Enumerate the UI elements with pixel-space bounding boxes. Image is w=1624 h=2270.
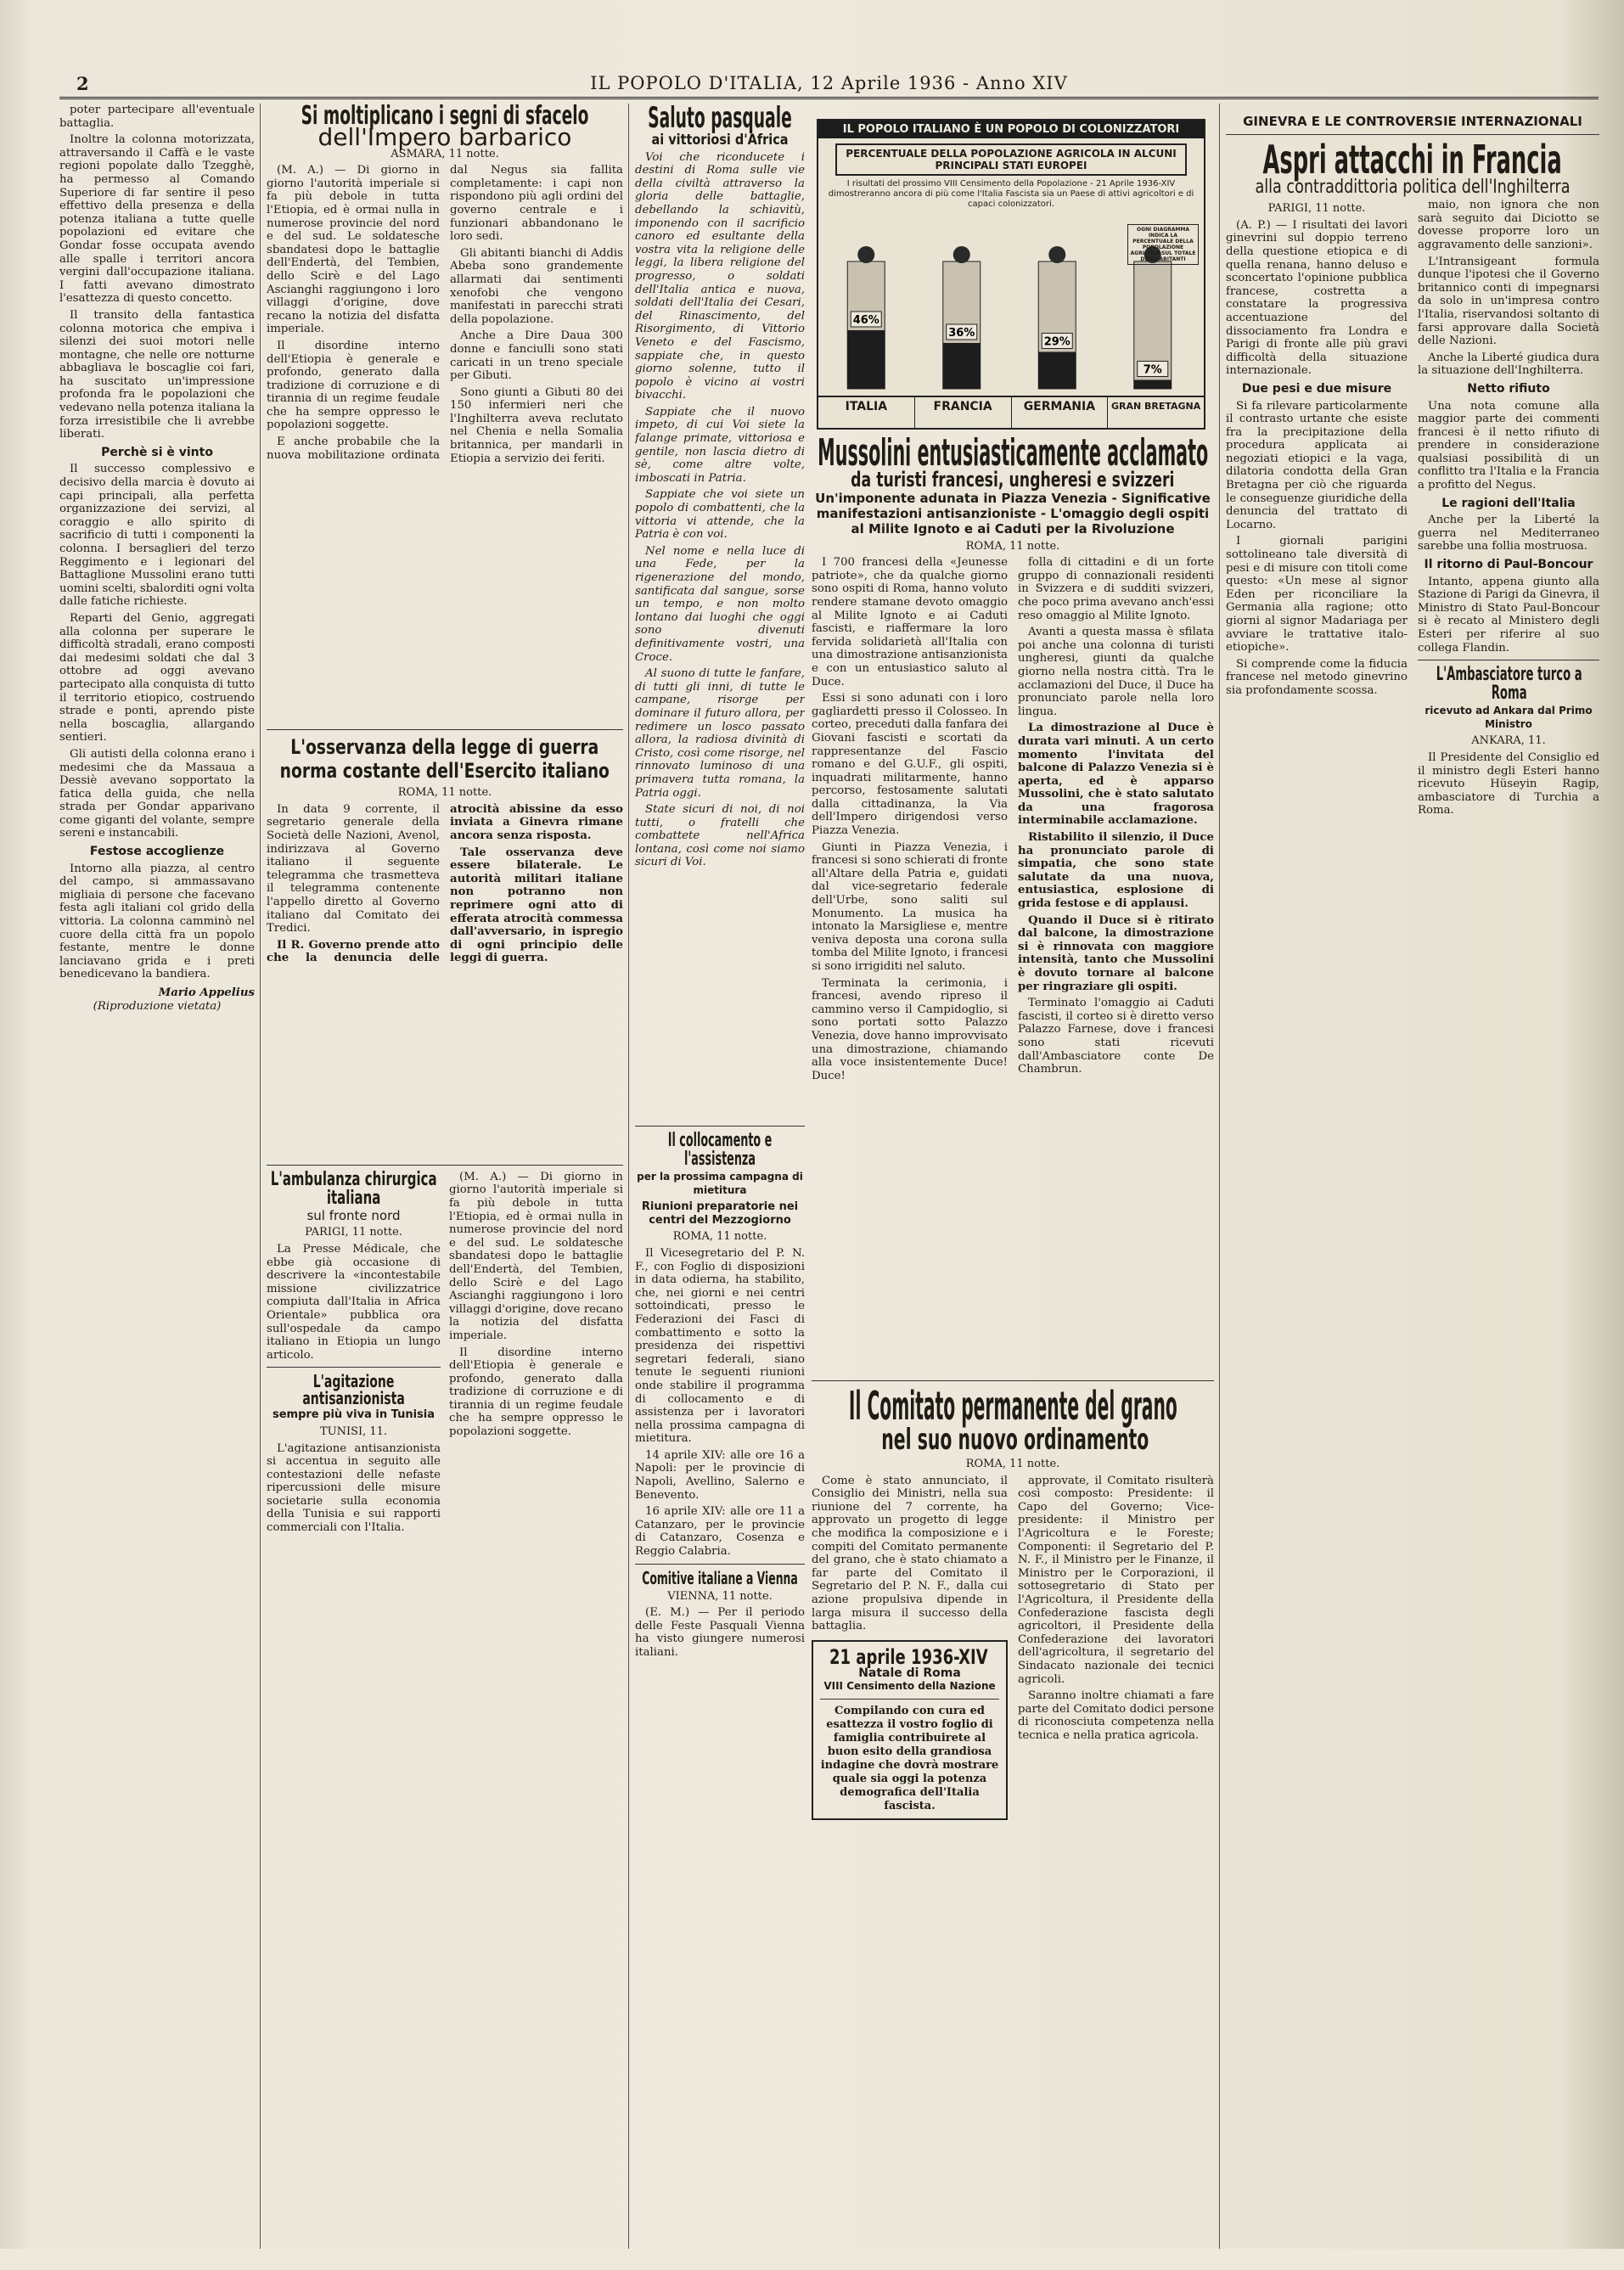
box-body: Compilando con cura ed esattezza il vostro foglio di famiglia contribuirete al buon esito della grandiosa indagine che dovrà mostrare quale sia oggi la potenza demografica dell'Italia fascista. xyxy=(820,1704,999,1812)
mussolini-col-b xyxy=(1018,556,1214,1086)
paragraph: Il Presidente del Consiglio ed il ministro degli Esteri hanno ricevuto Hüseyin Ragip, ambasciatore di Turchia a Roma. xyxy=(1418,750,1599,818)
divider xyxy=(635,1564,805,1565)
mussolini-body xyxy=(812,556,1214,1086)
dateline: ROMA, 11 notte. xyxy=(965,539,1060,553)
censimento-box xyxy=(812,1640,1008,1820)
subheading: Le ragioni dell'Italia xyxy=(1441,496,1576,510)
subheading: Perchè si è vinto xyxy=(101,445,213,459)
column-2 xyxy=(267,104,623,2249)
paragraph: Gli abitanti bianchi di Addis Abeba sono grandemente allarmati dai sentimenti xenofobi che vengono manifestati in parecchi strati della popolazione. xyxy=(450,246,623,326)
headline-vienna: Comitive italiane a Vienna xyxy=(642,1567,798,1588)
dateline: ANKARA, 11. xyxy=(1471,734,1546,748)
dateline: TUNISI, 11. xyxy=(319,1424,388,1438)
dateline: VIENNA, 11 notte. xyxy=(667,1589,773,1603)
col1-text xyxy=(59,104,255,441)
subheadline-francia: alla contraddittoria politica dell'Inghilterra xyxy=(1255,176,1571,198)
chart-figure-head xyxy=(953,246,970,263)
author-signature: Mario Appelius xyxy=(158,986,255,999)
chart-figure-head xyxy=(1048,246,1065,263)
subheadline-mussolini: da turisti francesi, ungheresi e svizzeri xyxy=(851,468,1175,492)
category-label: GERMANIA xyxy=(1012,397,1109,428)
paragraph: E anche probabile che la nuova mobilitazione ordinata dal Negus sia fallita completamente: i capi non rispondono più agli ordini del governo centrale e i funzionari abbandonano le loro sedi. xyxy=(267,164,623,462)
paragraph: L'agitazione antisanzionista si accentua in seguito alle contestazioni delle nefaste ripercussioni delle misure societarie sulla economia della Tunisia e sui rapporti commerciali con l'Italia. xyxy=(267,1441,441,1535)
paragraph: Anche per la Liberté la guerra nel Mediterraneo sarebbe una follia mostruosa. xyxy=(1418,514,1599,553)
paragraph: I giornali parigini sottolineano tale diversità di pesi e di misure con titoli come questo: «Un mese al signor Eden per riconciliare la Germania alla ragione; otto giorni al signor Madariaga per avviare le trattative italo-etiopiche». xyxy=(1226,535,1408,655)
population-chart xyxy=(817,119,1205,430)
paragraph: Al suono di tutte le fanfare, di tutti gli inni, di tutte le campane, risorge per dominare il futuro allora, per redimere un losco passato allora, la radiosa divinità di Cristo, così come risorge, nel rinnovato luminoso di una primavera tutta romana, la Patria oggi. xyxy=(635,667,805,800)
subheadline: sul fronte nord xyxy=(306,1207,401,1223)
paragraph: (M. A.) — Di giorno in giorno l'autorità imperiale si fa più debole in tutta l'Etiopia, ed è ormai nulla in numerose provincie del nord e del sud. Le soldatesche sbandatesi dopo le battaglie dell'Endertà, del Tembien, dello Scirè e del Lago Ascianghi raggiungono i loro villaggi d'origine, dove recano la notizia del disfatta imperiale. xyxy=(449,1170,623,1342)
paragraph: Intanto, appena giunto alla Stazione di Parigi da Ginevra, il Ministro di Stato Paul-Boncour si è recato al Ministero degli Esteri per riferire al suo collega Flandin. xyxy=(1418,575,1599,655)
dateline: ASMARA, 11 notte. xyxy=(391,147,499,160)
paragraph: Voi che riconducete i destini di Roma sulle vie della civiltà attraverso la gloria delle battaglie, debellando la schiavitù, imponendo con il sacrificio canoro ed esultante della vostra vita la religione delle leggi, la libera religione del progresso, o soldati dell'Italia antica e nuova, soldati dell'Italia dei Cesari, del Rinascimento, del Risorgimento, di Vittorio Veneto e del Fascismo, sappiate che, in questo giorno solenne, tutto il popolo è vicino ai vostri bivacchi. xyxy=(635,150,805,402)
paragraph: Il successo complessivo e decisivo della marcia è dovuto ai capi principali, alla perfetta organizzazione dei servizi, al coraggio e allo spirito di sacrificio di tutti i componenti la colonna. I bersaglieri del terzo Reggimento e i legionari del Battaglione Mussolini erano tutti uomini scelti, sbalorditi ogni volta dalle fatiche richieste. xyxy=(59,463,255,609)
subheading: Due pesi e due misure xyxy=(1241,381,1392,396)
paragraph: Terminata la cerimonia, i francesi, avendo ripreso il cammino verso il Campidoglio, si sono portati sotto Palazzo Venezia, dove hanno improvvisato una dimostrazione, chiamando alla voce insistentemente Duce! Duce! xyxy=(812,976,1008,1082)
column-3-lower xyxy=(635,1121,805,2249)
chart-categories xyxy=(818,396,1204,428)
paragraph: Il R. Governo prende atto che la denuncia delle atrocità abissine da esso inviata a Ginevra rimane ancora senza risposta. xyxy=(267,802,623,965)
paragraph: Tale osservanza deve essere bilaterale. Le autorità militari italiane non potranno non reprimere ogni atto di efferata atrocità commessa dall'avversario, in ispregio di ogni principio delle leggi di guerra. xyxy=(450,846,623,965)
grano-body xyxy=(812,1475,1214,1827)
paragraph: Quando il Duce si è ritirato dal balcone, la dimostrazione si è rinnovata con maggiore intensità, tanto che Mussolini è dovuto tornare al balcone per ringraziare gli ospiti. xyxy=(1018,913,1214,993)
francia-col-b xyxy=(1418,199,1599,821)
dateline: PARIGI, 11 notte. xyxy=(305,1226,402,1239)
chart-value-label: 7% xyxy=(1143,363,1162,377)
paragraph: Il disordine interno dell'Etiopia è generale e profondo, generato dalla tradizione di corruzione e di tirannia di un regime feudale che ha sempre oppresso le popolazioni soggette. xyxy=(449,1346,623,1439)
paragraph: La Presse Médicale, che ebbe già occasione di descrivere la «incontestabile missione civilizzatrice compiuta dall'Italia in Africa Orientale» pubblica ora sull'ospedale da campo italiano in Etiopia un lungo articolo. xyxy=(267,1242,441,1362)
subheadline: ricevuto ad Ankara dal Primo Ministro xyxy=(1425,705,1593,730)
paragraph: Ristabilito il silenzio, il Duce ha pronunciato parole di simpatia, che sono state salutate da una nuova, entusiastica, esplosione di grida festose e di applausi. xyxy=(1018,831,1214,911)
headline-osservanza: L'osservanza della legge di guerra norma costante dell'Esercito italiano xyxy=(279,735,610,784)
paragraph: Essi si sono adunati con i loro gagliardetti presso il Colosseo. In corteo, preceduti dalla fanfara dei Giovani fascisti e scortati da rappresentanze del Fascio romano e del G.U.F., gli ospiti, inquadrati militarmente, hanno percorso, festosamente salutati dalla cittadinanza, la Via dell'Impero dirigendosi verso Piazza Venezia. xyxy=(812,692,1008,838)
paragraph: Il Vicesegretario del P. N. F., con Foglio di disposizioni in data odierna, ha stabilito, che, nei giorni e nei centri sottoindicati, presso le Federazioni dei Fasci di combattimento e sotto la presidenza dei rispettivi segretari federali, siano tenute le seguenti riunioni onde stabilire il programma di collocamento e di assistenza per i lavoratori nella prossima campagna di mietitura. xyxy=(635,1246,805,1446)
chart-bar-italia xyxy=(847,246,885,389)
paragraph: (E. M.) — Per il periodo delle Feste Pasquali Vienna ha visto giungere numerosi italiani. xyxy=(635,1606,805,1659)
francia-body xyxy=(1226,199,1599,821)
category-label: ITALIA xyxy=(818,397,915,428)
paragraph: L'Intransigeant formula dunque l'ipotesi che il Governo britannico conti di impegnarsi da solo in un'impresa contro l'Italia, riservandosi soltanto di farsi approvare dalla Società delle Nazioni. xyxy=(1418,255,1599,348)
headline-francia: Aspri attacchi in Francia xyxy=(1262,136,1563,183)
paragraph: Una nota comune alla maggior parte dei commenti francesi è il netto rifiuto di prendere in considerazione qualsiasi possibilità di un conflitto tra l'Italia e la Francia a profitto del Negus. xyxy=(1418,399,1599,492)
paragraph: I 700 francesi della «Jeunesse patriote», che da qualche giorno sono ospiti di Roma, hanno voluto rendere stamane devoto omaggio al Milite Ignoto e ai Caduti fascisti, e riaffermare la loro fervida solidarietà all'Italia con una dimostrazione antisanzionista e con un entusiastico saluto al Duce. xyxy=(812,556,1008,688)
newspaper-dateline: IL POPOLO D'ITALIA, 12 Aprile 1936 - Anno XIV xyxy=(590,73,1068,93)
paragraph: Si comprende come la fiducia francese nel metodo ginevrino sia profondamente scossa. xyxy=(1226,657,1408,697)
paragraph: Intorno alla piazza, al centro del campo, si ammassavano migliaia di persone che facevano festa agli italiani col grido della vittoria. La colonna camminò nel cuore della città fra un popolo festante, mentre le donne lanciavano grida e i preti benedicevano la bandiera. xyxy=(59,862,255,981)
chart-subtitle: PERCENTUALE DELLA POPOLAZIONE AGRICOLA IN ALCUNI PRINCIPALI STATI EUROPEI xyxy=(835,143,1187,176)
chart-value-label: 36% xyxy=(948,327,975,340)
paragraph: Terminato l'omaggio ai Caduti fascisti, il corteo si è diretto verso Palazzo Farnese, dove i francesi sono stati ricevuti dall'Ambasciatore conte De Chambrun. xyxy=(1018,997,1214,1076)
paragraph: Sappiate che voi siete un popolo di combattenti, che la vittoria vi attende, che la Patria è con voi. xyxy=(635,488,805,542)
dateline: ROMA, 11 notte. xyxy=(672,1230,767,1244)
subheadline-grano: nel suo nuovo ordinamento xyxy=(880,1423,1149,1457)
column-1 xyxy=(59,104,255,2249)
headline-collocamento: Il collocamento e l'assistenza xyxy=(667,1130,773,1170)
divider xyxy=(267,729,623,730)
paragraph: approvate, il Comitato risulterà così composto: Presidente: il Capo del Governo; Vice-presidente: il Ministro per l'Agricoltura e le Foreste; Componenti: il Segretario del P. N. F., il Ministro per le Finanze, il Ministro per le Corporazioni, il sottosegretario di Stato per l'Agricoltura, il Presidente della Confederazione fascista degli agricoltori, il Presidente della Confederazione dei lavoratori dell'agricoltura, il segretario del Sindacato nazionale dei tecnici agricoli. xyxy=(1018,1474,1214,1686)
headline-sfacelo: Si moltiplicano i segni di sfacelo xyxy=(301,104,589,131)
headline-ambulanza: L'ambulanza chirurgica italiana xyxy=(270,1168,437,1209)
paragraph: Saranno inoltre chiamati a fare parte del Comitato dodici persone di riconosciuta competenza nella tecnica e nella pratica agricola. xyxy=(1018,1689,1214,1742)
masthead xyxy=(59,71,1599,99)
mussolini-article xyxy=(812,435,1214,1368)
divider xyxy=(820,1699,999,1700)
chart-bar-fill xyxy=(1038,352,1076,390)
paragraph: 16 aprile XIV: alle ore 11 a Catanzaro, per le provincie di Catanzaro, Cosenza e Reggio Calabria. xyxy=(635,1505,805,1559)
reproduction-note: (Riproduzione vietata) xyxy=(93,999,222,1013)
paragraph: Gli autisti della colonna erano i medesimi che da Massaua a Dessiè avevano sopportato la fatica della guida, che nella strada per Gondar apparivano come giganti del volante, sempre sereni e instancabili. xyxy=(59,747,255,840)
paragraph: (A. P.) — I risultati dei lavori ginevrini sul doppio terreno della questione etiopica e di quella renana, hanno deluso e sconcertato l'opinione pubblica francese, costretta a constatare la progressiva accentuazione del dissociamento fra Londra e Parigi di fronte alle più gravi difficoltà della situazione internazionale. xyxy=(1226,218,1408,378)
column-rule xyxy=(628,104,629,2249)
paragraph: Il transito della fantastica colonna motorica che empiva i silenzi dei suoi motori nelle montagne, che nelle ore notturne abbagliava le boscaglie coi fari, ha suscitato un'impressione profonda fra le popolazioni che vedevano nella potenza italiana la forza irresistibile che li avrebbe liberati. xyxy=(59,308,255,441)
paragraph: La dimostrazione al Duce è durata vari minuti. A un certo momento l'invitata del balcone di Palazzo Venezia si è aperta, ed è apparso Mussolini, che è stato salutato da una fragorosa interminabile acclamazione. xyxy=(1018,722,1214,828)
column-6 xyxy=(1226,104,1599,2249)
headline-turco: L'Ambasciatore turco a Roma xyxy=(1436,664,1583,705)
paragraph: Il disordine interno dell'Etiopia è generale e profondo, generato dalla tradizione di corruzione e di tirannia di un regime feudale che ha sempre oppresso le popolazioni soggette. xyxy=(267,339,440,432)
paragraph: Nel nome e nella luce di una Fede, per la rigenerazione del mondo, santificata dal sangue, sorse un tempo, e non molto lontano dai luoghi che oggi sono divenuti definitivamente vostri, una Croce. xyxy=(635,544,805,664)
paragraph: Anche a Dire Daua 300 donne e fanciulli sono stati caricati in un treno speciale per Gibuti. xyxy=(450,329,623,383)
paragraph: In data 9 corrente, il segretario generale della Società delle Nazioni, Avenol, indirizzava al Governo italiano il seguente telegramma che trasmetteva il telegramma contenente l'appello diretto al Governo italiano dal Comitato dei Tredici. xyxy=(267,802,440,936)
article-body xyxy=(267,164,623,724)
chart-figure-head xyxy=(857,246,874,263)
chart-bar-fill xyxy=(847,330,885,389)
box-line: Natale di Roma xyxy=(858,1666,961,1680)
column-rule xyxy=(1219,104,1220,2249)
paragraph: Avanti a questa massa è sfilata poi anche una colonna di turisti ungheresi, giunti da qualche giorno nella nostra città. Tra le acclamazioni del Duce, il Duce ha pronunciato parole nella loro lingua. xyxy=(1018,626,1214,718)
chart-value-label: 46% xyxy=(852,314,879,327)
chart-legend-note: OGNI DIAGRAMMA INDICA LA PERCENTUALE DELLA POPOLAZIONE AGRICOLA SUL TOTALE DEGLI ABITANTI xyxy=(1127,224,1199,265)
chart-value-label: 29% xyxy=(1043,335,1070,349)
subheadline-saluto: ai vittoriosi d'Africa xyxy=(651,132,789,149)
chart-bar-fill xyxy=(1134,380,1172,390)
paragraph: Anche la Liberté giudica dura la situazione dell'Inghilterra. xyxy=(1418,351,1599,378)
paragraph: Come è stato annunciato, il Consiglio dei Ministri, nella sua riunione del 7 corrente, ha approvato un progetto di legge che modifica la composizione e i compiti del Comitato permanente del grano, che è stato chiamato a far parte del Comitato il Segretario del P. N. F., dalla cui azione propulsiva dipende in larga misura il successo della battaglia. xyxy=(812,1474,1008,1633)
chart-title: IL POPOLO ITALIANO È UN POPOLO DI COLONIZZATORI xyxy=(818,121,1204,138)
subheading: Festose accoglienze xyxy=(89,845,225,859)
paragraph: poter partecipare all'eventuale battaglia. xyxy=(59,104,255,130)
category-label: FRANCIA xyxy=(915,397,1012,428)
paragraph: maio, non ignora che non sarà seguito dai Diciotto se dovesse proporre loro un aggravamento delle sanzioni». xyxy=(1418,199,1599,251)
subheadline-sfacelo: dell'Impero barbarico xyxy=(317,123,572,151)
chart-bar-germania xyxy=(1038,246,1076,389)
box-line: VIII Censimento della Nazione xyxy=(823,1680,996,1693)
kicker: Riunioni preparatorie nei centri del Mezzogiorno xyxy=(641,1200,799,1227)
chart-bar-gran-bretagna xyxy=(1134,246,1172,389)
headline-saluto: Saluto pasquale xyxy=(648,104,792,135)
headline-grano: Il Comitato permanente del grano xyxy=(848,1383,1177,1429)
mussolini-col-a xyxy=(812,556,1008,1086)
page-number: 2 xyxy=(76,73,89,94)
subheadline: per la prossima campagna di mietitura xyxy=(637,1171,803,1196)
headline-mussolini: Mussolini entusiasticamente acclamato xyxy=(817,435,1209,475)
chart-bar-francia xyxy=(943,246,981,389)
paragraph: Inoltre la colonna motorizzata, attraversando il Caffà e le vaste regioni popolate dallo Tzegghè, ha permesso al Comando Superiore di far sentire il peso effettivo della presenza e della potenza italiana a tutte quelle popolazioni ed evitare che Gondar fosse occupata avendo alle spalle i territori ancora vergini dall'occupazione italiana. I fatti avevano dimostrato l'esattezza di questo concetto. xyxy=(59,133,255,306)
chart-caption: I risultati del prossimo VIII Censimento della Popolazione - 21 Aprile 1936-XIV dimostreranno ancora di più come l'Italia Fascista sia un Paese di attivi agricoltori e di capaci colonizzatori. xyxy=(828,179,1194,209)
paragraph: State sicuri di noi, di noi tutti, o fratelli che combattete nell'Africa lontana, così come noi siamo sicuri di Voi. xyxy=(635,803,805,869)
subheading: Netto rifiuto xyxy=(1467,381,1550,396)
francia-col-a xyxy=(1226,199,1408,821)
paragraph: Giunti in Piazza Venezia, i francesi si sono schierati di fronte all'Altare della Patria e, guidati dal vice-segretario federale dell'Urbe, sono saliti sul Monumento. La musica ha intonato la Marsigliese e, mentre veniva deposta una corona sulla tomba del Milite Ignoto, i francesi si sono irrigiditi nel saluto. xyxy=(812,840,1008,973)
article-body xyxy=(267,803,623,1160)
dateline: ROMA, 11 notte. xyxy=(965,1458,1060,1470)
kicker-mussolini: Un'imponente adunata in Piazza Venezia - Significative manifestazioni antisanzioniste - L'omaggio degli ospiti al Milite Ignoto e ai Caduti per la Rivoluzione xyxy=(815,490,1211,537)
grano-article xyxy=(812,1375,1214,2249)
paragraph: (M. A.) — Di giorno in giorno l'autorità imperiale si fa più debole in tutta l'Etiopia, ed è ormai nulla in numerose provincie del nord e del sud. Le soldatesche sbandatesi dopo le battaglie dell'Endertà, del Tembien, dello Scirè e del Lago Ascianghi raggiungono i loro villaggi d'origine, dove recano la notizia del disfatta imperiale. xyxy=(267,164,440,336)
subheading: Il ritorno di Paul-Boncour xyxy=(1424,558,1593,572)
paragraph: 14 aprile XIV: alle ore 16 a Napoli: per le provincie di Napoli, Avellino, Salerno e Benevento. xyxy=(635,1448,805,1502)
subheadline: sempre più viva in Tunisia xyxy=(272,1408,435,1422)
paragraph: Sappiate che il nuovo impeto, di cui Voi siete la falange primate, vittoriosa e gentile, non lascia dietro di sè, come altre volte, imboscati in Patria. xyxy=(635,405,805,485)
box-title: 21 aprile 1936-XIV xyxy=(829,1644,988,1669)
column-rule xyxy=(260,104,261,2249)
grano-col-b xyxy=(1018,1475,1214,1827)
ambulanza-article xyxy=(267,1168,441,1538)
divider xyxy=(267,1165,623,1166)
dateline: PARIGI, 11 notte. xyxy=(1267,202,1366,216)
paragraph: folla di cittadini e di un forte gruppo di connazionali residenti in Svizzera e di sudditi svizzeri, che poco prima avevano anch'essi reso omaggio al Milite Ignoto. xyxy=(1018,556,1214,622)
divider xyxy=(812,1380,1214,1381)
divider xyxy=(635,1126,805,1127)
dateline: ROMA, 11 notte. xyxy=(397,786,492,800)
section-label: GINEVRA E LE CONTROVERSIE INTERNAZIONALI xyxy=(1226,104,1599,135)
category-label: GRAN BRETAGNA xyxy=(1110,401,1201,412)
chart-bar-fill xyxy=(943,343,981,389)
paragraph: Sono giunti a Gibuti 80 dei 150 infermieri neri che l'Inghilterra aveva reclutato nel Chenia e nella Somalia britannica, per mandarli in Etiopia a servizio dei feriti. xyxy=(450,385,623,465)
divider xyxy=(267,1367,441,1368)
headline-tunisia: L'agitazione antisanzionista xyxy=(302,1371,405,1409)
paragraph: Reparti del Genio, aggregati alla colonna per superare le difficoltà stradali, erano composti dai medesimi soldati che dal 3 ottobre ad oggi avevano partecipato alla conquista di tutto il territorio etiopico, costruendo strade e ponti, aprendo piste nella boscaglia, allargando sentieri. xyxy=(59,611,255,744)
page-footer-strip xyxy=(0,2249,1624,2270)
paragraph: Si fa rilevare particolarmente il contrasto urtante che esiste fra la precipitazione della procedura applicata ai negoziati etiopici e la vaga, dilatoria condotta della Gran Bretagna per ciò che riguarda le conseguenze giuridiche della denuncia del trattato di Locarno. xyxy=(1226,399,1408,531)
continued-text xyxy=(449,1171,623,1442)
grano-col-a xyxy=(812,1475,1008,1827)
